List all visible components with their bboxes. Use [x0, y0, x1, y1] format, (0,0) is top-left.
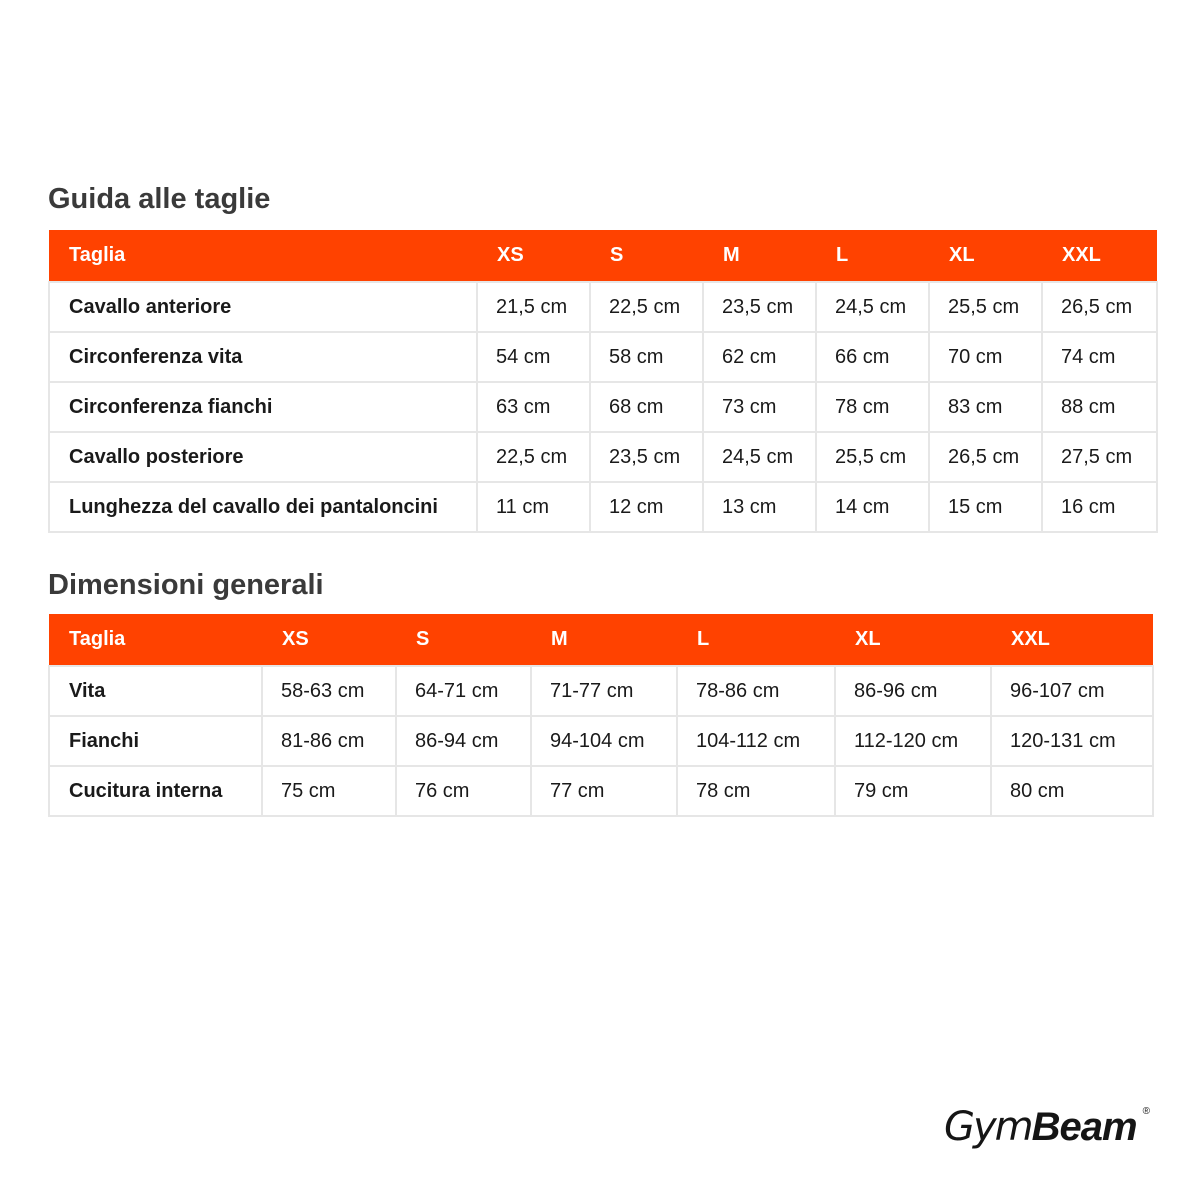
table-cell: 74 cm — [1042, 332, 1157, 382]
table-cell: 26,5 cm — [1042, 282, 1157, 332]
table-cell: 79 cm — [835, 766, 991, 816]
table-cell: 83 cm — [929, 382, 1042, 432]
table-cell: 112-120 cm — [835, 716, 991, 766]
table-cell: 73 cm — [703, 382, 816, 432]
table-header-row — [49, 230, 1157, 282]
header-cell-xs: XS — [477, 230, 590, 282]
table-cell: 27,5 cm — [1042, 432, 1157, 482]
table-cell: 78-86 cm — [677, 666, 835, 716]
table-row — [49, 332, 1157, 382]
table-cell: 54 cm — [477, 332, 590, 382]
table-cell: 11 cm — [477, 482, 590, 532]
header-cell-m: M — [703, 230, 816, 282]
general-dimensions-title: Dimensioni generali — [48, 569, 324, 601]
size-guide-table — [48, 230, 1158, 533]
table-cell: 63 cm — [477, 382, 590, 432]
table-row — [49, 282, 1157, 332]
table-cell: 80 cm — [991, 766, 1153, 816]
table-cell: 78 cm — [816, 382, 929, 432]
table-cell: 77 cm — [531, 766, 677, 816]
table-cell: 76 cm — [396, 766, 531, 816]
table-cell: 70 cm — [929, 332, 1042, 382]
table-cell: 78 cm — [677, 766, 835, 816]
size-guide-title: Guida alle taglie — [48, 183, 271, 215]
row-label: Cavallo anteriore — [49, 282, 477, 332]
table-header-row — [49, 614, 1153, 666]
table-cell: 64-71 cm — [396, 666, 531, 716]
table-cell: 23,5 cm — [703, 282, 816, 332]
header-cell-l: L — [816, 230, 929, 282]
row-label: Cucitura interna — [49, 766, 262, 816]
table-row — [49, 482, 1157, 532]
table-row — [49, 382, 1157, 432]
table-cell: 94-104 cm — [531, 716, 677, 766]
table-row — [49, 666, 1153, 716]
table-cell: 26,5 cm — [929, 432, 1042, 482]
table-cell: 22,5 cm — [590, 282, 703, 332]
table-row — [49, 716, 1153, 766]
header-cell-taglia: Taglia — [49, 614, 262, 666]
table-cell: 81-86 cm — [262, 716, 396, 766]
row-label: Cavallo posteriore — [49, 432, 477, 482]
gymbeam-logo — [944, 1104, 1158, 1156]
header-cell-xl: XL — [835, 614, 991, 666]
table-cell: 96-107 cm — [991, 666, 1153, 716]
header-cell-taglia: Taglia — [49, 230, 477, 282]
registered-mark: ® — [1142, 1106, 1150, 1117]
table-cell: 14 cm — [816, 482, 929, 532]
header-cell-xs: XS — [262, 614, 396, 666]
table-cell: 120-131 cm — [991, 716, 1153, 766]
header-cell-xl: XL — [929, 230, 1042, 282]
header-cell-m: M — [531, 614, 677, 666]
table-row — [49, 766, 1153, 816]
row-label: Circonferenza vita — [49, 332, 477, 382]
table-cell: 104-112 cm — [677, 716, 835, 766]
row-label: Circonferenza fianchi — [49, 382, 477, 432]
header-cell-s: S — [396, 614, 531, 666]
table-cell: 24,5 cm — [703, 432, 816, 482]
table-cell: 25,5 cm — [929, 282, 1042, 332]
header-cell-l: L — [677, 614, 835, 666]
logo-text-beam: Beam — [1031, 1105, 1137, 1149]
table-cell: 15 cm — [929, 482, 1042, 532]
table-cell: 23,5 cm — [590, 432, 703, 482]
row-label: Vita — [49, 666, 262, 716]
table-cell: 22,5 cm — [477, 432, 590, 482]
table-cell: 75 cm — [262, 766, 396, 816]
table-cell: 68 cm — [590, 382, 703, 432]
header-cell-xxl: XXL — [991, 614, 1153, 666]
table-cell: 25,5 cm — [816, 432, 929, 482]
logo-text-gym: Gym — [944, 1104, 1032, 1150]
table-cell: 88 cm — [1042, 382, 1157, 432]
table-cell: 58 cm — [590, 332, 703, 382]
table-cell: 86-94 cm — [396, 716, 531, 766]
table-cell: 62 cm — [703, 332, 816, 382]
table-cell: 12 cm — [590, 482, 703, 532]
row-label: Fianchi — [49, 716, 262, 766]
table-cell: 86-96 cm — [835, 666, 991, 716]
general-dimensions-table — [48, 614, 1154, 817]
table-cell: 66 cm — [816, 332, 929, 382]
table-cell: 16 cm — [1042, 482, 1157, 532]
table-cell: 13 cm — [703, 482, 816, 532]
table-cell: 58-63 cm — [262, 666, 396, 716]
table-cell: 24,5 cm — [816, 282, 929, 332]
header-cell-s: S — [590, 230, 703, 282]
table-cell: 71-77 cm — [531, 666, 677, 716]
table-cell: 21,5 cm — [477, 282, 590, 332]
row-label: Lunghezza del cavallo dei pantaloncini — [49, 482, 477, 532]
header-cell-xxl: XXL — [1042, 230, 1157, 282]
table-row — [49, 432, 1157, 482]
